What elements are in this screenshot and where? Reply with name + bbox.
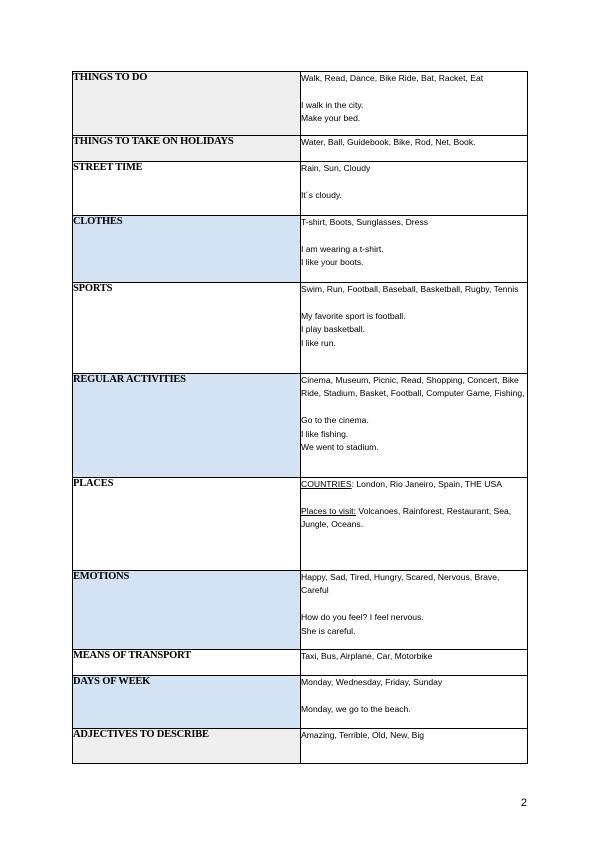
example-sentences	[301, 189, 527, 202]
category-label: SPORTS	[73, 283, 113, 294]
example-sentence: I am wearing a t-shirt.	[301, 243, 384, 254]
category-cell	[73, 72, 301, 136]
example-sentence: Go to the cinema.	[301, 415, 369, 426]
category-label: EMOTIONS	[73, 571, 130, 582]
places-label: Places to visit:	[301, 505, 356, 516]
word-list: Happy, Sad, Tired, Hungry, Scared, Nervous, Brave, Careful	[301, 572, 500, 596]
example-sentence: I walk in the city.	[301, 99, 364, 110]
table-row	[73, 216, 528, 283]
category-label: PLACES	[73, 478, 114, 489]
content-cell	[301, 72, 528, 136]
word-list: Cinema, Museum, Picnic, Read, Shopping, Concert, Bike Ride, Stadium, Basket, Football, Computer Game, Fishing,	[301, 375, 525, 399]
word-list: T-shirt, Boots, Sunglasses, Dress	[301, 217, 429, 227]
table-row	[73, 162, 528, 216]
example-sentence: She is careful.	[301, 625, 356, 636]
category-cell	[73, 162, 301, 216]
category-cell	[73, 571, 301, 650]
category-label: REGULAR ACTIVITIES	[73, 374, 186, 385]
category-cell	[73, 374, 301, 478]
countries-label: COUNTRIES	[301, 479, 352, 489]
places-list: Volcanoes, Rainforest, Restaurant, Sea, Jungle, Oceans.	[301, 505, 512, 530]
example-sentence: It´s cloudy.	[301, 189, 342, 200]
word-list: Rain, Sun, Cloudy	[301, 163, 371, 173]
page-number: 2	[520, 797, 527, 809]
category-cell	[73, 729, 301, 764]
example-sentences	[301, 243, 527, 270]
example-sentence: Monday, we go to the beach.	[301, 703, 411, 714]
table-row	[73, 283, 528, 374]
category-cell	[73, 283, 301, 374]
table-row	[73, 478, 528, 571]
content-cell	[301, 478, 528, 571]
content-cell	[301, 676, 528, 729]
example-sentence: How do you feel? I feel nervous.	[301, 612, 424, 623]
example-sentence: We went to stadium.	[301, 442, 379, 453]
content-cell	[301, 162, 528, 216]
category-label: DAYS OF WEEK	[73, 676, 151, 687]
example-sentences	[301, 703, 527, 716]
category-label: THINGS TO DO	[73, 72, 148, 83]
category-label: CLOTHES	[73, 216, 123, 227]
category-cell	[73, 216, 301, 283]
category-label: STREET TIME	[73, 162, 143, 173]
table-row	[73, 571, 528, 650]
category-cell	[73, 676, 301, 729]
table-row	[73, 374, 528, 478]
content-cell	[301, 729, 528, 764]
word-list: Amazing, Terrible, Old, New, Big	[301, 730, 425, 740]
category-cell	[73, 650, 301, 676]
category-label: ADJECTIVES TO DESCRIBE	[73, 729, 209, 740]
example-sentence: I like fishing.	[301, 428, 349, 439]
word-list: Walk, Read, Dance, Bike Ride, Bat, Racket, Eat	[301, 73, 484, 83]
example-sentence: I like your boots.	[301, 257, 364, 268]
countries-line	[301, 478, 527, 491]
content-cell	[301, 374, 528, 478]
content-cell	[301, 136, 528, 162]
category-cell	[73, 136, 301, 162]
table-row	[73, 72, 528, 136]
example-sentences	[301, 414, 527, 454]
vocabulary-table	[72, 71, 528, 764]
category-label: THINGS TO TAKE ON HOLIDAYS	[73, 136, 234, 147]
example-sentence: Make your bed.	[301, 113, 361, 124]
table-row	[73, 676, 528, 729]
content-cell	[301, 571, 528, 650]
places-line	[301, 505, 527, 532]
table-row	[73, 650, 528, 676]
example-sentence: I like run.	[301, 337, 336, 348]
word-list: Swim, Run, Football, Baseball, Basketball, Rugby, Tennis	[301, 284, 519, 294]
content-cell	[301, 216, 528, 283]
table-row	[73, 729, 528, 764]
category-cell	[73, 478, 301, 571]
countries-list: : London, Rio Janeiro, Spain, THE USA	[351, 479, 502, 489]
example-sentences	[301, 99, 527, 126]
word-list: Taxi, Bus, Airplane, Car, Motorbike	[301, 651, 433, 661]
category-label: MEANS OF TRANSPORT	[73, 650, 191, 661]
word-list: Water, Ball, Guidebook, Bike, Rod, Net, Book.	[301, 137, 476, 147]
content-cell	[301, 650, 528, 676]
content-cell	[301, 283, 528, 374]
table-row	[73, 136, 528, 162]
example-sentence: I play basketball.	[301, 324, 366, 335]
example-sentences	[301, 611, 527, 638]
word-list: Monday, Wednesday, Friday, Sunday	[301, 677, 443, 687]
example-sentence: My favorite sport is football.	[301, 310, 406, 321]
example-sentences	[301, 310, 527, 350]
